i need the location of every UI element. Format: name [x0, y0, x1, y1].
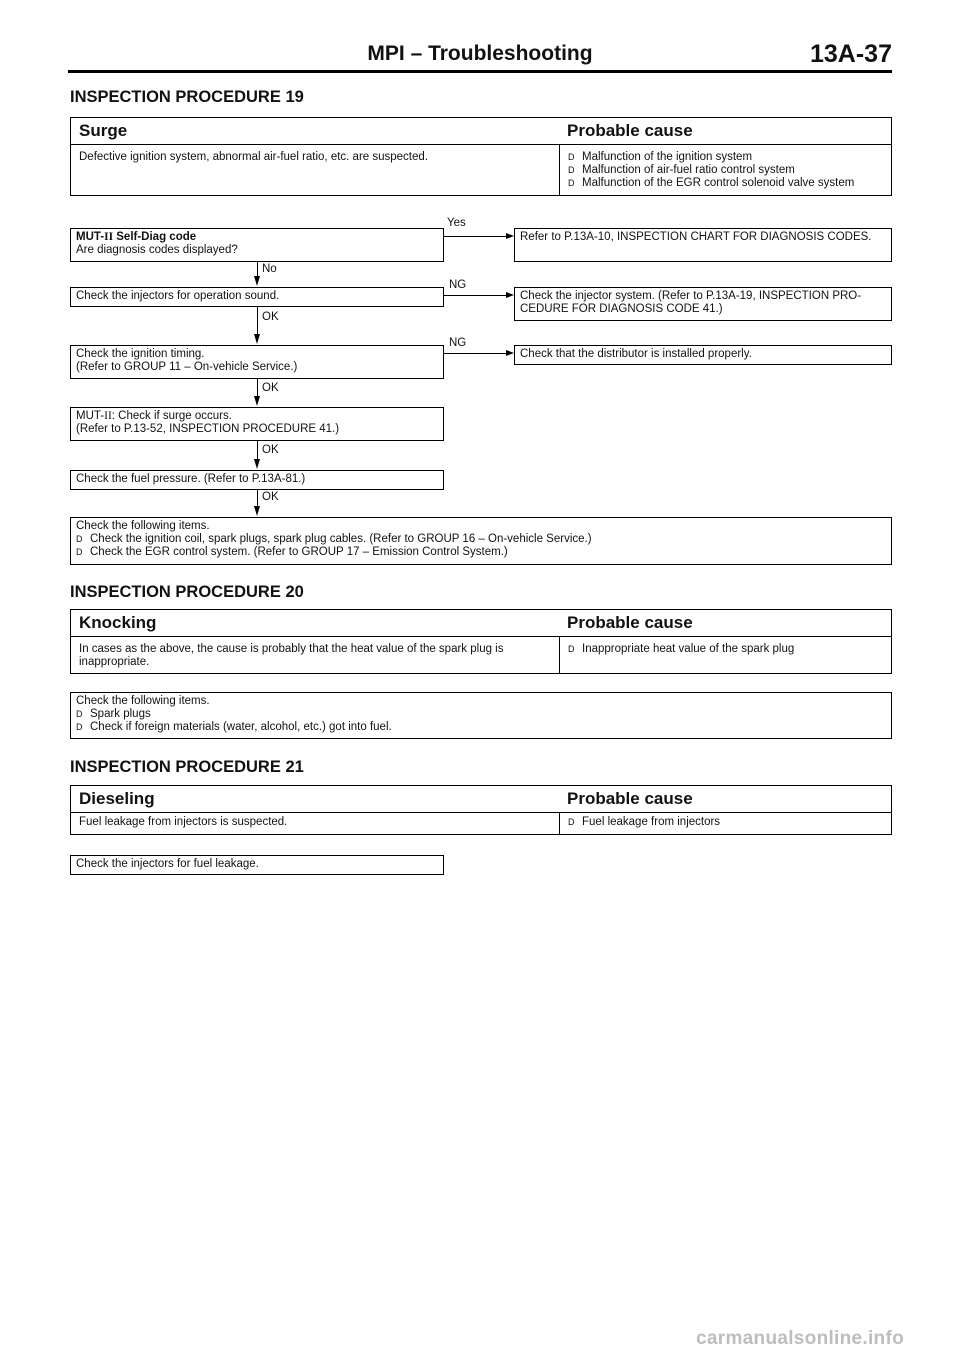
check-box-21: Check the injectors for fuel leakage. — [70, 855, 444, 875]
table-header — [71, 786, 891, 813]
arrow-down-icon — [254, 334, 260, 344]
check-items-box-20: Check the following items. D Spark plugs D Check if foreign materials (water, alcohol, etc.) got into fuel. — [70, 692, 892, 739]
check-item: D Check the EGR control system. (Refer to GROUP 17 – Emission Control System.) — [76, 545, 508, 558]
table-body — [71, 637, 891, 673]
cause-item: D Fuel leakage from injectors — [568, 816, 721, 828]
ng-connector — [444, 295, 506, 296]
bullet-icon: D — [568, 817, 575, 827]
no-label: No — [262, 263, 277, 275]
cause-item: D Inappropriate heat value of the spark plug — [568, 643, 795, 655]
cause-list — [559, 813, 891, 834]
arrow-right-icon — [506, 350, 514, 356]
ng-label: NG — [449, 337, 467, 349]
flow-result-diag-chart: Refer to P.13A-10, INSPECTION CHART FOR DIAGNOSIS CODES. — [514, 228, 892, 262]
bullet-icon: D — [76, 546, 83, 557]
flow-final-checks: Check the following items. D Check the ignition coil, spark plugs, spark plug cables. (Refer to GROUP 16 – On-vehicle Service.) D Check the EGR control system. (Refer to GROUP 17 – Emission Control System.) — [70, 517, 892, 565]
cause-item: D Malfunction of the EGR control solenoid valve system — [568, 177, 855, 189]
no-connector — [257, 262, 258, 277]
check-item: D Check if foreign materials (water, alcohol, etc.) got into fuel. — [76, 720, 392, 733]
ok-label: OK — [262, 491, 279, 503]
check-item: D Spark plugs — [76, 707, 151, 720]
bullet-icon: D — [76, 708, 83, 719]
flow-step-injector-sound: Check the injectors for operation sound. — [70, 287, 444, 307]
ok-connector — [257, 307, 258, 335]
symptom-header: Surge — [79, 121, 128, 140]
cause-item: D Malfunction of the ignition system — [568, 151, 753, 163]
bullet-icon: D — [568, 644, 575, 654]
section-heading-20: INSPECTION PROCEDURE 20 — [70, 583, 304, 601]
cause-list — [559, 145, 891, 195]
bullet-icon: D — [568, 178, 575, 188]
watermark: carmanualsonline.info — [696, 1328, 904, 1349]
section-heading-19: INSPECTION PROCEDURE 19 — [70, 88, 304, 106]
cause-header: Probable cause — [567, 613, 693, 632]
flow-result-injector-system: Check the injector system. (Refer to P.13A-19, INSPECTION PRO-CEDURE FOR DIAGNOSIS CODE 41.) — [514, 287, 892, 321]
symptom-table-21 — [70, 785, 892, 835]
table-header — [71, 610, 891, 637]
page-title: MPI – Troubleshooting — [367, 42, 593, 65]
ng-connector — [444, 353, 506, 354]
flow-step-surge-check: MUT-II: Check if surge occurs. (Refer to P.13-52, INSPECTION PROCEDURE 41.) — [70, 407, 444, 441]
symptom-header: Knocking — [79, 613, 157, 632]
ok-label: OK — [262, 382, 279, 394]
arrow-down-icon — [254, 459, 260, 469]
symptom-text: In cases as the above, the cause is probably that the heat value of the spark plug is inappropriate. — [79, 643, 504, 668]
flow-result-distributor: Check that the distributor is installed properly. — [514, 345, 892, 365]
table-body — [71, 813, 891, 834]
flow-step-fuel-pressure: Check the fuel pressure. (Refer to P.13A-81.) — [70, 470, 444, 490]
bullet-icon: D — [76, 533, 83, 544]
bullet-icon: D — [568, 165, 575, 175]
symptom-table-20 — [70, 609, 892, 674]
arrow-right-icon — [506, 292, 514, 298]
cause-item: D Malfunction of air-fuel ratio control system — [568, 164, 795, 176]
yes-connector — [444, 236, 506, 237]
arrow-down-icon — [254, 276, 260, 286]
arrow-down-icon — [254, 506, 260, 516]
flow-step-ignition-timing: Check the ignition timing. (Refer to GROUP 11 – On-vehicle Service.) — [70, 345, 444, 379]
symptom-text: Fuel leakage from injectors is suspected. — [79, 816, 288, 828]
table-header — [71, 118, 891, 145]
table-body — [71, 145, 891, 195]
check-item: D Check the ignition coil, spark plugs, spark plug cables. (Refer to GROUP 16 – On-vehicle Service.) — [76, 532, 592, 545]
yes-label: Yes — [447, 217, 466, 229]
cause-header: Probable cause — [567, 789, 693, 808]
arrow-down-icon — [254, 396, 260, 406]
bullet-icon: D — [568, 152, 575, 162]
ok-connector — [257, 490, 258, 507]
arrow-right-icon — [506, 233, 514, 239]
ok-label: OK — [262, 311, 279, 323]
flow-step-self-diag: MUT-II Self-Diag code Are diagnosis codes displayed? — [70, 228, 444, 262]
header-rule — [68, 70, 892, 73]
section-heading-21: INSPECTION PROCEDURE 21 — [70, 758, 304, 776]
ok-connector — [257, 441, 258, 460]
symptom-header: Dieseling — [79, 789, 155, 808]
cause-list — [559, 637, 891, 673]
symptom-table-19 — [70, 117, 892, 196]
ok-connector — [257, 379, 258, 397]
bullet-icon: D — [76, 721, 83, 732]
page-number: 13A-37 — [810, 40, 892, 68]
ok-label: OK — [262, 444, 279, 456]
symptom-text: Defective ignition system, abnormal air-fuel ratio, etc. are suspected. — [79, 151, 428, 163]
ng-label: NG — [449, 279, 467, 291]
cause-header: Probable cause — [567, 121, 693, 140]
